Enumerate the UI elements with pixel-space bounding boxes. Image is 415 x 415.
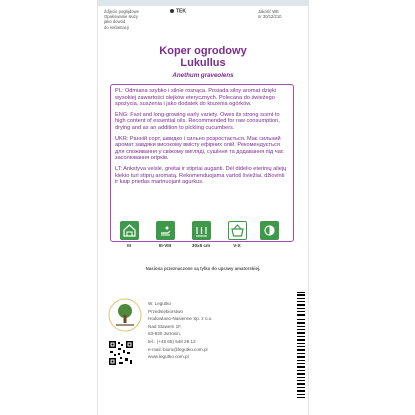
description-pl: PL: Odmiana szybko i silnie rosnąca. Posiada silny aromat dzięki wysokiej zawartości olejków eterycznych. Polecana do świeżego spożycia, suszenia i jako dodatek do kiszenia ogórków. [115,88,277,108]
company-line: W. Legutko [148,301,171,306]
harvest-basket-icon [228,221,247,240]
qr-code [108,340,134,366]
description-ukr: UKR: Ранній сорт, швидко і сильно розростається. Має сильний аромат завдяки високому вмісту ефірних олій. Рекомендується для споживання у свіжому вигляді, сушіння та додавання під час засолювання огірків. [115,135,284,162]
barcode [297,290,305,400]
company-line: e-mail: biuro@legutko.com.pl [148,346,208,352]
row-spacing-label: 30x5 cm [191,243,211,248]
company-logo [108,298,142,332]
tek-label: TEK [176,8,186,15]
top-left-line: jako dowód [104,19,126,25]
top-left-line: do reklamacji [104,24,129,30]
company-line: www.legutko.com.pl [148,354,189,360]
seed-packet [98,0,308,415]
latin-name: Anethum graveolens [172,72,234,79]
company-line: Hodowlano-Nasienne Sp. z o.o. [148,316,213,322]
row-spacing-icon [192,221,211,240]
cultivation-icons [120,221,290,261]
amateur-use-note: Nasiona przeznaczone są tylko do uprawy amatorskiej. [145,266,261,271]
top-left-info [104,9,168,30]
top-meta [104,9,302,39]
sowing-label: III-VIII [158,243,172,248]
top-left-line: Opakowanie służy [104,14,138,20]
tek-badge [170,9,186,15]
company-line: Przedsiębiorstwo [148,308,183,314]
quality-info [258,9,302,19]
sun-shade-icon [260,221,279,240]
top-left-line: Zdjęcie poglądowe [104,9,139,14]
quality-line: Jakość WE [258,9,279,14]
description-lt: LT: Ankstyva veislė, greitai ir stipriai auganti. Dėl didelio eterinių aliejų kiekio turi stiprų aromatą. Rekomenduojama vartoti šviežiai, džiovinti ir kaip priedas marinuojant agurkus. [115,165,287,186]
greenhouse-label: III [127,243,131,248]
company-line: tel.: (+48 65) 548 28 12 [148,338,196,344]
product-title [98,45,308,69]
company-line: Nad Stawem 1F, [148,323,182,329]
product-title-line2: Lukullus [180,57,226,69]
sowing-hand-icon [156,221,175,240]
greenhouse-icon [120,221,139,240]
company-info [148,300,213,361]
company-line: 63-930 Jutrosin, [148,331,181,337]
harvest-label: V-X [233,243,241,248]
description-eng: ENG: Fast and long-growing early variety. Owes its strong scent to high content of essential oils. Recommended for raw consumption, drying and as an addition to pickling cucumbers. [115,111,280,131]
product-title-line1: Koper ogrodowy [159,45,247,57]
quality-line: nr 30/12/210 [258,14,282,20]
top-strip [98,0,308,6]
tek-icon [170,9,174,13]
description-box [110,84,294,242]
